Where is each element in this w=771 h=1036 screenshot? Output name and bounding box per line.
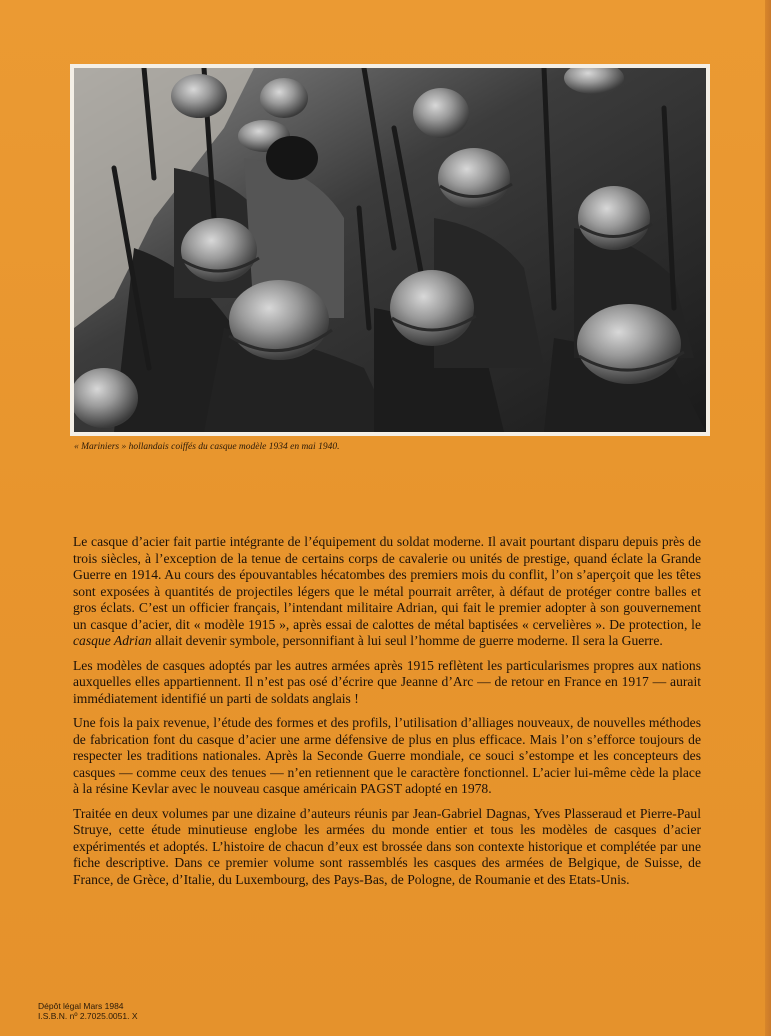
paragraph-3: Une fois la paix revenue, l’étude des formes et des profils, l’utilisation d’alliages nouveaux, de nouvelles méthodes de fabrication font du casque d’acier une arme défensive de plus en plus efficace. Mais l’on s’efforce toujours de respecter les traditions nationales. Après la Seconde Guerre mondiale, ce souci s’estompe et les concepteurs des casques — comme ceux des tenues — n’en retiennent que le caractère fonctionnel. L’acier lui-même cède la place à la résine Kevlar avec le nouveau casque américain PAGST adopté en 1978. (73, 715, 701, 796)
photo-frame (70, 64, 710, 436)
photo-caption: « Mariniers » hollandais coiffés du casque modèle 1934 en mai 1940. (74, 442, 340, 452)
paragraph-1-part-b: allait devenir symbole, personnifiant à lui seul l’homme de guerre moderne. Il sera la Guerre. (151, 633, 663, 648)
isbn: I.S.B.N. nº 2.7025.0051. X (38, 1011, 138, 1021)
soldiers-photo (74, 68, 706, 432)
legal-deposit: Dépôt légal Mars 1984 (38, 1001, 124, 1011)
paragraph-1 (73, 534, 701, 650)
paragraph-4: Traitée en deux volumes par une dizaine d’auteurs réunis par Jean-Gabriel Dagnas, Yves Plasseraud et Pierre-Paul Struye, cette étude minutieuse englobe les armées du monde entier et tous les modèles de casques d’acier expérimentés et adoptés. L’histoire de chacun d’eux est brossée dans son contexte historique et complétée par une fiche descriptive. Dans ce premier volume sont rassemblés les casques des armées de Belgique, de Suisse, de France, de Grèce, d’Italie, du Luxembourg, des Pays-Bas, de Pologne, de Roumanie et des Etats-Unis. (73, 805, 701, 887)
paragraph-2: Les modèles de casques adoptés par les autres armées après 1915 reflètent les particularismes propres aux nations auxquelles elles appartiennent. Il n’est pas osé d’écrire que Jeanne d’Arc — de retour en France en 1917 — aurait immédiatement identifié un parti de soldats anglais ! (73, 657, 701, 706)
paragraph-1-part-a: Le casque d’acier fait partie intégrante de l’équipement du soldat moderne. Il avait pourtant disparu depuis près de trois siècles, à l’exception de la tenue de certains corps de cavalerie ou unités de prestige, quand éclate la Grande Guerre en 1914. Au cours des épouvantables hécatombes des premiers mois du conflit, l’on s’aperçoit que les têtes sont exposées à quantités de projectiles légers que le métal pourrait arrêter, à défaut de protéger contre balles et gros éclats. C’est un officier français, l’intendant militaire Adrian, qui fait le premier adopter à son gouvernement un casque d’acier, dit « modèle 1915 », après essai de calottes de métal baptisées « cervelières ». De protection, le (73, 534, 701, 632)
legal-info (38, 1001, 138, 1021)
cover-edge (765, 0, 771, 1036)
back-cover-text (73, 534, 701, 896)
paragraph-1-emphasis: casque Adrian (73, 633, 152, 648)
